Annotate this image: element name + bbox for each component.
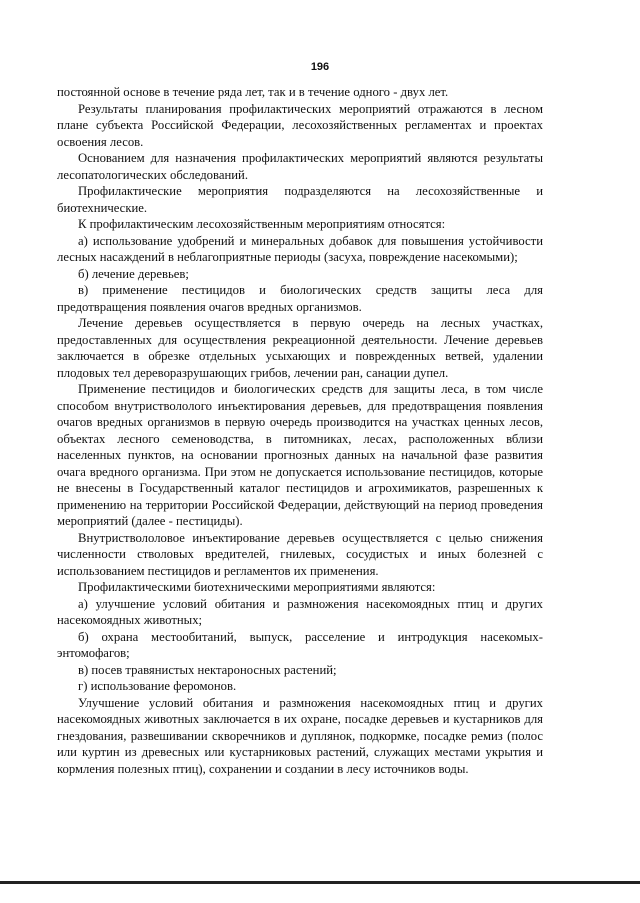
paragraph: Лечение деревьев осуществляется в первую очередь на лесных участках, предоставленных для осуществления рекреационной деятельности. Лечение деревьев заключается в обрезке отдельных усыхающих и поврежденных ветвей, удалении плодовых тел дереворазрушающих грибов, лечении ран, санации дупел. <box>57 316 543 380</box>
list-item: г) использование феромонов. <box>78 679 237 693</box>
list-item: б) охрана местообитаний, выпуск, расселение и интродукция насекомых-энтомофагов; <box>57 629 543 660</box>
paragraph: Внутриствололовое инъектирование деревьев осуществляется с целью снижения численности стволовых вредителей, гнилевых, сосудистых и иных болезней с использованием пестицидов и регламентов их применения. <box>57 530 543 578</box>
list-item: а) использование удобрений и минеральных добавок для повышения устойчивости лесных насаждений в неблагоприятные периоды (засуха, повреждение насекомыми); <box>57 233 543 264</box>
paragraph: Профилактические мероприятия подразделяются на лесохозяйственные и биотехнические. <box>57 184 543 215</box>
page-number: 196 <box>310 61 330 73</box>
body-text <box>57 84 543 777</box>
paragraph: постоянной основе в течение ряда лет, так и в течение одного - двух лет. <box>57 85 449 99</box>
paragraph: Основанием для назначения профилактических мероприятий являются результаты лесопатологических обследований. <box>57 151 543 182</box>
list-item: в) посев травянистых нектароносных растений; <box>78 662 337 677</box>
paragraph: К профилактическим лесохозяйственным мероприятиям относятся: <box>78 217 446 231</box>
list-item: б) лечение деревьев; <box>78 266 189 281</box>
paragraph: Улучшение условий обитания и размножения насекомоядных птиц и других насекомоядных животных заключается в их охране, посадке деревьев и кустарников для гнездования, развешивании скворечников и дуплянок, подкормке, посадке ремиз (полос или куртин из древесных или кустарниковых растений, служащих местами укрытия и кормления полезных птиц), сохранении и создании в лесу источников воды. <box>57 695 543 776</box>
paragraph: Результаты планирования профилактических мероприятий отражаются в лесном плане субъекта Российской Федерации, лесохозяйственных регламентах и проектах освоения лесов. <box>57 101 543 149</box>
bottom-rule <box>0 881 640 884</box>
paragraph: Профилактическими биотехническими мероприятиями являются: <box>78 580 436 594</box>
list-item: в) применение пестицидов и биологических средств защиты леса для предотвращения появления очагов вредных организмов. <box>57 283 543 314</box>
paragraph: Применение пестицидов и биологических средств для защиты леса, в том числе способом внутриствололого инъектирования деревьев, для предотвращения появления очагов вредных организмов в первую очередь производится на участках ценных лесов, объектах лесного семеноводства, в питомниках, лесах, расположенных вблизи населенных пунктов, на основании прогнозных данных на начальной фазе развития очага вредного организма. При этом не допускается использование пестицидов, которые не внесены в Государственный каталог пестицидов и агрохимикатов, разрешенных к применению на территории Российской Федерации, действующий на период проведения мероприятий (далее - пестициды). <box>57 382 543 528</box>
list-item: а) улучшение условий обитания и размножения насекомоядных птиц и других насекомоядных животных; <box>57 596 543 627</box>
